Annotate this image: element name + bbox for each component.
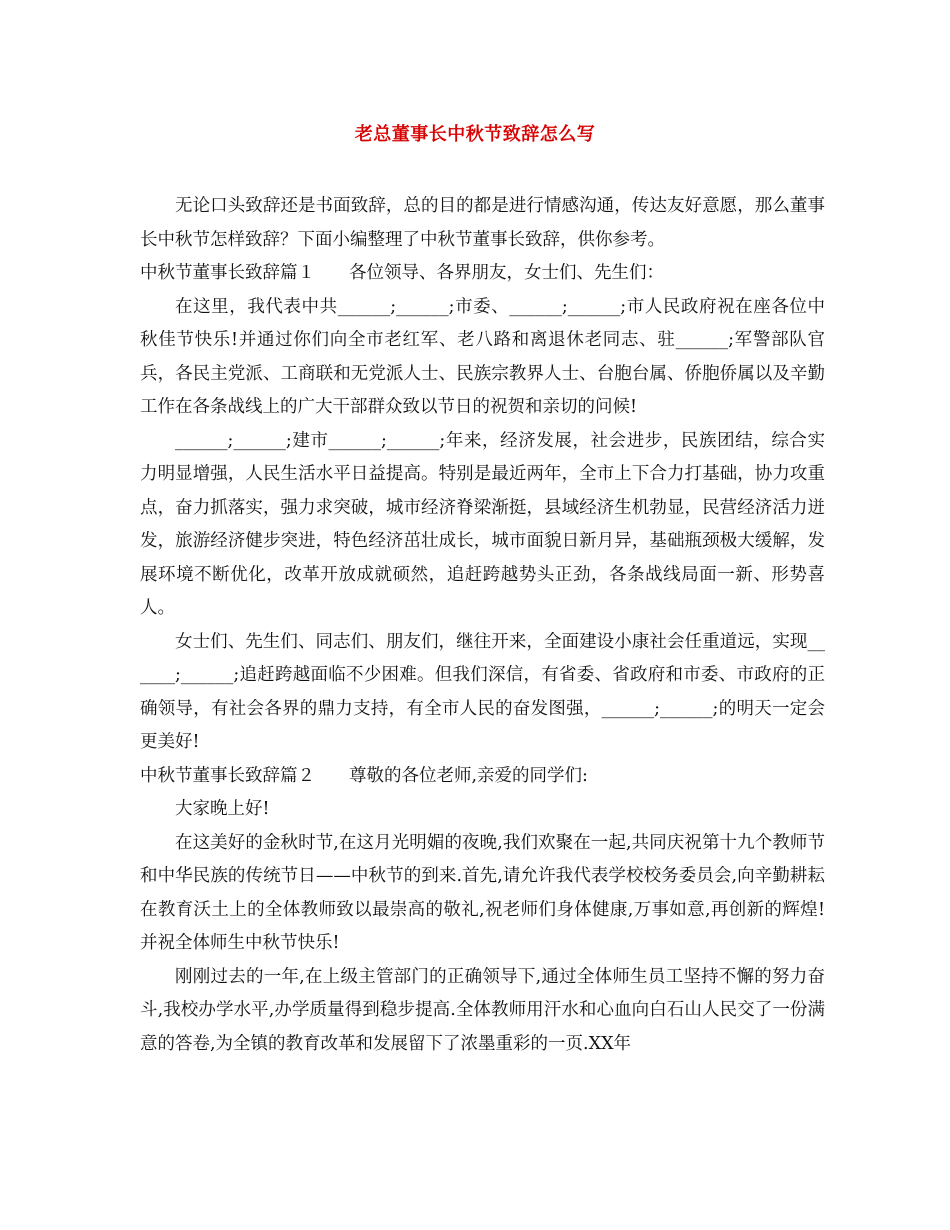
section-1-label: 中秋节董事长致辞篇１ (140, 263, 315, 283)
document-title: 老总董事长中秋节致辞怎么写 (354, 124, 596, 145)
section-2-label: 中秋节董事长致辞篇２ (140, 765, 315, 786)
section-2-paragraph: 大家晚上好! (175, 799, 270, 819)
section-2-greeting: 尊敬的各位老师,亲爱的同学们: (349, 765, 588, 786)
document-body (140, 190, 825, 1061)
section-2-paragraph: 在这美好的金秋时节,在这月光明媚的夜晚,我们欢聚在一起,共同庆祝第十九个教师节和中华民族的传统节日——中秋节的到来.首先,请允许我代表学校校务委员会,向辛勤耕耘在教育沃土上的全体教师致以最崇高的敬礼,祝老师们身体健康,万事如意,再创新的辉煌!并祝全体师生中秋节快乐! (140, 832, 825, 953)
section-1-paragraph: 女士们、先生们、同志们、朋友们，继往开来，全面建设小康社会任重道远，实现______;______;追赶跨越面临不少困难。但我们深信，有省委、省政府和市委、市政府的正确领导，有社会各界的鼎力支持，有全市人民的奋发图强，______;______;的明天一定会更美好! (140, 631, 825, 752)
section-1-paragraph: 在这里，我代表中共______;______;市委、______;______;市人民政府祝在座各位中秋佳节快乐!并通过你们向全市老红军、老八路和离退休老同志、驻______;军警部队官兵，各民主党派、工商联和无党派人士、民族宗教界人士、台胞台属、侨胞侨属以及辛勤工作在各条战线上的广大干部群众致以节日的祝贺和亲切的问候! (140, 296, 825, 417)
section-2-heading (140, 760, 825, 794)
section-1-heading (140, 257, 825, 291)
intro-paragraph: 无论口头致辞还是书面致辞，总的目的都是进行情感沟通，传达友好意愿，那么董事长中秋节怎样致辞？下面小编整理了中秋节董事长致辞，供你参考。 (140, 196, 825, 250)
section-2-paragraph: 刚刚过去的一年,在上级主管部门的正确领导下,通过全体师生员工坚持不懈的努力奋斗,我校办学水平,办学质量得到稳步提高.全体教师用汗水和心血向白石山人民交了一份满意的答卷,为全镇的教育改革和发展留下了浓墨重彩的一页.XX年 (140, 966, 825, 1054)
section-1-greeting: 各位领导、各界朋友，女士们、先生们： (349, 263, 664, 283)
section-1-paragraph: ______;______;建市______;______;年来，经济发展，社会进步，民族团结，综合实力明显增强，人民生活水平日益提高。特别是最近两年，全市上下合力打基础，协力攻重点，奋力抓落实，强力求突破，城市经济脊梁渐挺，县域经济生机勃显，民营经济活力迸发，旅游经济健步突进，特色经济茁壮成长，城市面貌日新月异，基础瓶颈极大缓解，发展环境不断优化，改革开放成就硕然，追赶跨越势头正劲，各条战线局面一新、形势喜人。 (140, 430, 825, 618)
